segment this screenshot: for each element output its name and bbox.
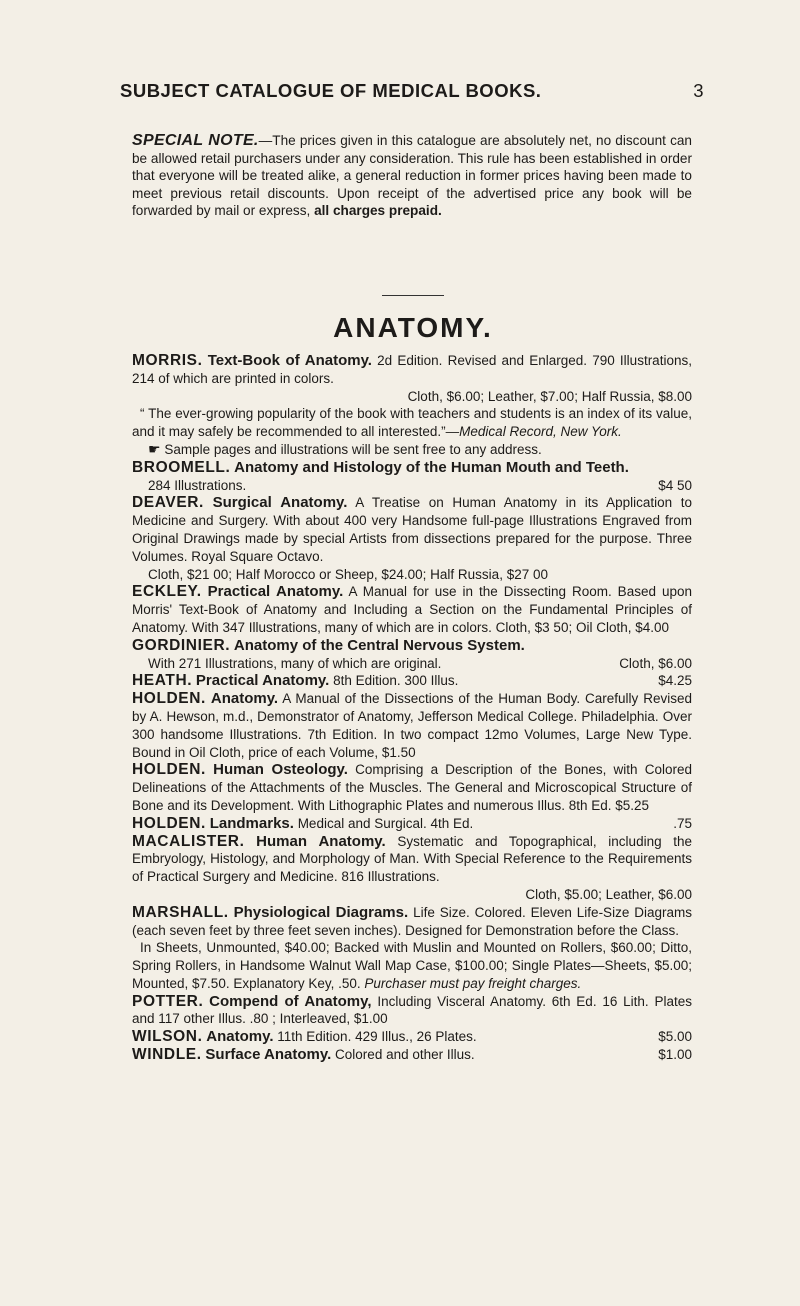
book-author: HOLDEN. (132, 814, 206, 832)
book-details: 2d Edition. Revised and Enlarged. 790 Illustrations, 214 of which are printed in colors. (132, 353, 692, 386)
special-note-bold-tail: all charges prepaid. (314, 203, 442, 219)
book-title: Anatomy of the Central Nervous System. (233, 636, 525, 654)
page-number: 3 (693, 80, 704, 101)
freight-note: Purchaser must pay freight charges. (364, 975, 582, 991)
catalogue-title: SUBJECT CATALOGUE OF MEDICAL BOOKS. (120, 80, 542, 101)
book-entry-macalister (132, 833, 692, 904)
book-prices: Cloth, $6.00; Leather, $7.00; Half Russia, $8.00 (407, 388, 692, 404)
book-details: Medical and Surgical. 4th Ed. (297, 815, 474, 831)
book-price: Cloth, $6.00 (619, 655, 692, 671)
book-author: GORDINIER. (132, 636, 231, 654)
book-author: ECKLEY. (132, 583, 202, 601)
review-source: —Medical Record, New York. (445, 424, 622, 440)
book-entry-heath (132, 672, 692, 690)
book-price: $4.25 (658, 673, 692, 689)
special-note-text: —The prices given in this catalogue are absolutely net, no discount can be allowed retail purchasers under any consideration. This rule has been established in order that everyone will be treated alike, a general reduction in former prices having been made to meet previous retail discounts. Upon receipt of the advertised price any book will be forwarded by mail or express, (132, 133, 692, 219)
book-title: Landmarks. (209, 814, 294, 832)
book-author: MARSHALL. (132, 903, 229, 921)
book-price: $1.00 (658, 1047, 692, 1063)
book-entry-windle (132, 1046, 692, 1064)
book-author: WINDLE. (132, 1046, 202, 1064)
book-price: .75 (673, 815, 692, 831)
book-details-mounting: In Sheets, Unmounted, $40.00; Backed with Muslin and Mounted on Rollers, $60.00; Ditto, Spring Rollers, in Handsome Walnut Wall Map Case, $100.00; Single Plates—Sheets, $5.00; Mounted, $7.50. Explanatory Key, .50. (132, 940, 692, 991)
pointing-hand-icon: ☛ (148, 440, 161, 457)
book-title: Surface Anatomy. (205, 1046, 332, 1064)
sample-notice: Sample pages and illustrations will be sent free to any address. (164, 441, 542, 457)
book-author: WILSON. (132, 1028, 203, 1046)
book-title: Physiological Diagrams. (233, 903, 409, 921)
book-entry-wilson (132, 1028, 692, 1046)
book-list (132, 352, 692, 1064)
book-entry-potter (132, 993, 692, 1029)
book-title: Compend of Anatomy, (209, 992, 372, 1010)
divider-rule (382, 295, 444, 296)
book-author: HOLDEN. (132, 690, 206, 708)
book-price: $4 50 (658, 477, 692, 493)
book-title: Practical Anatomy. (207, 583, 344, 601)
book-title: Human Osteology. (213, 761, 348, 779)
book-title: Practical Anatomy. (195, 672, 330, 690)
book-author: HOLDEN. (132, 761, 206, 779)
book-title: Anatomy. (206, 1028, 274, 1046)
book-details: 8th Edition. 300 Illus. (333, 673, 459, 689)
book-entry-holden-anatomy (132, 690, 692, 761)
page-header (120, 80, 704, 102)
book-details: Including Visceral Anatomy. 6th Ed. 16 Lith. Plates and 117 other Illus. .80 ; Interleaved, $1.00 (132, 993, 692, 1027)
book-title: Anatomy and Histology of the Human Mouth and Teeth. (234, 458, 629, 476)
book-title: Human Anatomy. (256, 832, 386, 850)
book-entry-marshall (132, 904, 692, 993)
book-details: 284 Illustrations. (148, 477, 247, 493)
book-author: DEAVER. (132, 494, 204, 512)
book-prices: Cloth, $21 00; Half Morocco or Sheep, $24.00; Half Russia, $27 00 (148, 566, 548, 582)
book-entry-holden-landmarks (132, 815, 692, 833)
book-author: BROOMELL. (132, 458, 231, 476)
book-details: 11th Edition. 429 Illus., 26 Plates. (277, 1029, 477, 1045)
book-prices: Cloth, $5.00; Leather, $6.00 (525, 886, 692, 902)
book-details: A Treatise on Human Anatomy in its Application to Medicine and Surgery. With about 400 very Handsome full-page Illustrations Engraved from Original Drawings made by special Artists from dissections prepared for the purpose. Three Volumes. Royal Square Octavo. (132, 495, 692, 564)
book-entry-eckley (132, 583, 692, 636)
book-price: $5.00 (658, 1029, 692, 1045)
book-author: POTTER. (132, 992, 204, 1010)
section-title: ANATOMY. (333, 312, 493, 343)
book-details: Comprising a Description of the Bones, with Colored Delineations of the Attachments of the Muscles. The General and Microscopical Structure of Bone and its Development. With Lithographic Plates and numerous Illus. 8th Ed. $5.25 (132, 762, 692, 813)
book-details: Systematic and Topographical, including the Embryology, Histology, and Morphology of Man. With Special Reference to the Requirements of Practical Surgery and Medicine. 816 Illustrations. (132, 833, 692, 885)
review-quote: “ The ever-growing popularity of the book with teachers and students is an index of its value, and it may safely be recommended to all interested.” (132, 406, 692, 440)
book-details: Life Size. Colored. Eleven Life-Size Diagrams (each seven feet by three feet seven inches). Designed for Demonstration before the Class. (132, 904, 692, 938)
book-entry-holden-osteology (132, 761, 692, 814)
book-author: MORRIS. (132, 352, 203, 369)
book-details: Colored and other Illus. (335, 1047, 475, 1063)
book-entry-morris (132, 352, 692, 459)
special-note-lead: SPECIAL NOTE. (132, 132, 259, 149)
book-entry-broomell (132, 459, 692, 495)
book-details: A Manual for use in the Dissecting Room. Based upon Morris' Text-Book of Anatomy and Including a Section on the Fundamental Principles of Anatomy. With 347 Illustrations, many of which are in colors. Cloth, $3 50; Oil Cloth, $4.00 (132, 584, 692, 635)
book-entry-gordinier (132, 637, 692, 673)
book-details: With 271 Illustrations, many of which are original. (148, 655, 442, 671)
special-note (132, 132, 692, 220)
book-entry-deaver (132, 494, 692, 583)
book-title: Surgical Anatomy. (212, 494, 348, 512)
book-title: Anatomy. (210, 690, 279, 708)
book-title: Text-Book of Anatomy. (207, 352, 372, 369)
book-author: HEATH. (132, 672, 193, 690)
book-author: MACALISTER. (132, 832, 245, 850)
book-details: A Manual of the Dissections of the Human Body. Carefully Revised by A. Hewson, m.d., Demonstrator of Anatomy, Jefferson Medical College. Philadelphia. Over 300 handsome Illustrations. 7th Edition. In two compact 12mo Volumes, Large New Type. Bound in Oil Cloth, price of each Volume, $1.50 (132, 691, 692, 760)
